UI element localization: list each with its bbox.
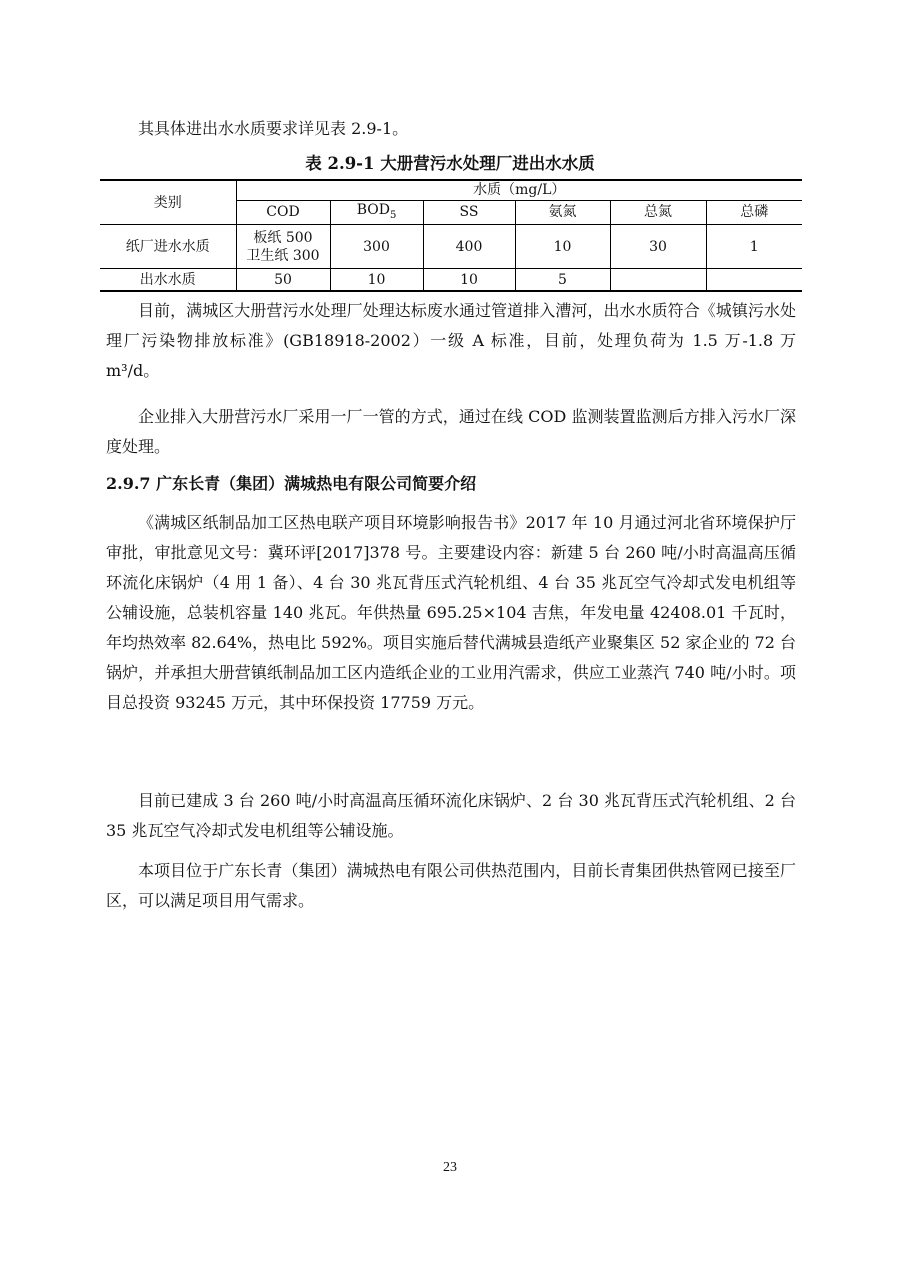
col-total-nitrogen: 总氮 (610, 200, 706, 225)
cell-ammonia: 5 (515, 269, 610, 291)
section-heading: 2.9.7 广东长青（集团）满城热电有限公司简要介绍 (106, 474, 477, 493)
cell-ammonia: 10 (515, 225, 610, 269)
row-label: 纸厂进水水质 (100, 225, 236, 269)
header-water-quality: 水质（mg/L） (236, 180, 802, 200)
body-paragraph: 《满城区纸制品加工区热电联产项目环境影响报告书》2017 年 10 月通过河北省环境保护厅审批，审批意见文号：冀环评[2017]378 号。主要建设内容：新建 5 台 260 吨/小时高温高压循环流化床锅炉（4 用 1 备）、4 台 30 兆瓦背压式汽轮机组、4 台 35 兆瓦空气冷却式发电机组等公辅设施，总装机容量 140 兆瓦。年供热量 695.25×104 吉焦，年发电量 42408.01 千瓦时，年均热效率 82.64%，热电比 592%。项目实施后替代满城县造纸产业聚集区 52 家企业的 72 台锅炉，并承担大册营镇纸制品加工区内造纸企业的工业用汽需求，供应工业蒸汽 740 吨/小时。项目总投资 93245 万元，其中环保投资 17759 万元。 (106, 513, 796, 712)
table-header-row (100, 180, 802, 200)
cell-ss: 400 (423, 225, 515, 269)
cell-total-nitrogen: 30 (610, 225, 706, 269)
cell-total-phosphorus: 1 (706, 225, 802, 269)
col-ammonia: 氨氮 (515, 200, 610, 225)
intro-paragraph: 其具体进出水水质要求详见表 2.9-1。 (138, 119, 409, 138)
cell-bod: 10 (330, 269, 423, 291)
cell-ss: 10 (423, 269, 515, 291)
table-caption: 表 2.9-1 大册营污水处理厂进出水水质 (305, 154, 595, 173)
water-quality-table (100, 179, 802, 292)
header-category: 类别 (100, 180, 236, 225)
row-label: 出水水质 (100, 269, 236, 291)
table-row (100, 269, 802, 291)
table-row (100, 225, 802, 269)
body-paragraph: 本项目位于广东长青（集团）满城热电有限公司供热范围内，目前长青集团供热管网已接至厂区，可以满足项目用气需求。 (106, 861, 796, 910)
col-bod: $BOD_5$ (330, 200, 423, 225)
body-paragraph: 目前，满城区大册营污水处理厂处理达标废水通过管道排入漕河，出水水质符合《城镇污水处理厂污染物排放标准》(GB18918-2002）一级 A 标准，目前，处理负荷为 1.5 万-1.8 万 m³/d。 (106, 301, 796, 380)
cell-total-nitrogen (610, 269, 706, 291)
body-paragraph: 企业排入大册营污水厂采用一厂一管的方式，通过在线 COD 监测装置监测后方排入污水厂深度处理。 (106, 407, 796, 456)
col-cod: COD (236, 200, 330, 225)
cell-total-phosphorus (706, 269, 802, 291)
page-number: 23 (443, 1160, 457, 1175)
cell-cod: 50 (236, 269, 330, 291)
col-ss: SS (423, 200, 515, 225)
cell-cod: 板纸 500 卫生纸 300 (236, 225, 330, 269)
col-total-phosphorus: 总磷 (706, 200, 802, 225)
cell-bod: 300 (330, 225, 423, 269)
body-paragraph: 目前已建成 3 台 260 吨/小时高温高压循环流化床锅炉、2 台 30 兆瓦背压式汽轮机组、2 台 35 兆瓦空气冷却式发电机组等公辅设施。 (106, 791, 796, 840)
